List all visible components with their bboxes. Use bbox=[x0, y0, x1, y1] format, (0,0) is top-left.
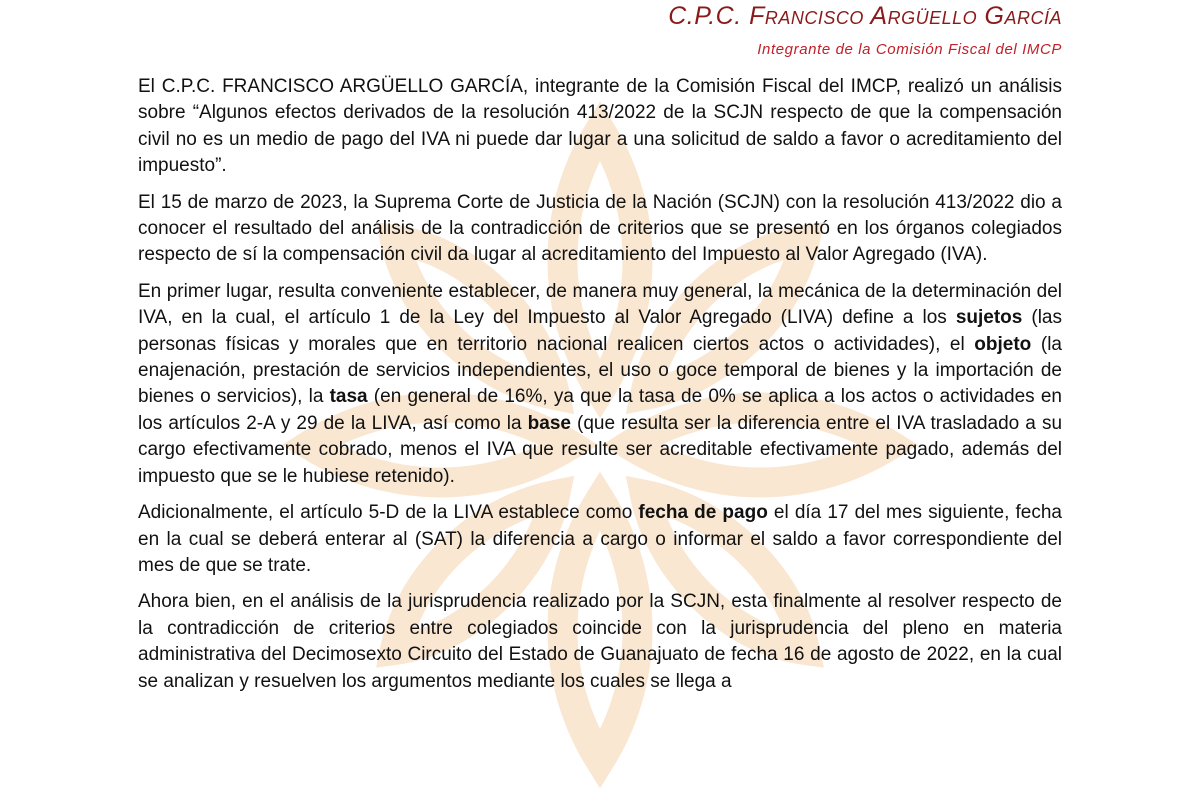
text-segment: Adicionalmente, el artículo 5-D de la LIVA establece como bbox=[138, 502, 639, 524]
paragraph-fecha-pago bbox=[138, 500, 1062, 579]
text-segment: (en general de 16%, ya que la tasa de 0% se aplica a los actos o actividades en los artículos 2-A y 29 de la LIVA, así como la bbox=[138, 386, 1062, 434]
bold-term-objeto: objeto bbox=[974, 333, 1032, 355]
paragraph-scjn-resolution: El 15 de marzo de 2023, la Suprema Corte de Justicia de la Nación (SCJN) con la resolución 413/2022 dio a conocer el resultado del análisis de la contradicción de criterios que se presentó en los órganos colegiados respecto de sí la compensación civil da lugar al acreditamiento del Impuesto al Valor Agregado (IVA). bbox=[138, 191, 1062, 266]
text-segment: En primer lugar, resulta conveniente establecer, de manera muy general, la mecánica de la determinación del IVA, en la cual, el artículo 1 de la Ley del Impuesto al Valor Agregado (LIVA) define a los bbox=[138, 280, 1062, 329]
paragraph-iva-mechanics bbox=[138, 279, 1062, 490]
bold-term-base: base bbox=[527, 412, 571, 434]
page-header bbox=[0, 0, 1200, 70]
bold-term-sujetos: sujetos bbox=[955, 307, 1023, 329]
author-role: Integrante de la Comisión Fiscal del IMCP bbox=[757, 41, 1062, 58]
paragraph-jurisprudencia: Ahora bien, en el análisis de la jurisprudencia realizado por la SCJN, esta finalmente al resolver respecto de la contradicción de criterios entre colegiados coincide con la jurisprudencia del pleno en materia administrativa del Decimosexto Circuito del Estado de Guanajuato de fecha 16 de agosto de 2022, en la cual se analizan y resuelven los argumentos mediante los cuales se llega a bbox=[138, 591, 1062, 692]
text-segment: el día 17 del mes siguiente, fecha en la cual se deberá enterar al (SAT) la diferencia a cargo o informar el saldo a favor correspondiente del mes de que se trate. bbox=[138, 502, 1062, 576]
bold-term-tasa: tasa bbox=[329, 386, 368, 408]
text-segment: (la enajenación, prestación de servicios independientes, el uso o goce temporal de bienes y la importación de bienes o servicios), la bbox=[138, 333, 1062, 408]
document-body bbox=[138, 74, 1062, 705]
bold-term-fecha-de-pago: fecha de pago bbox=[638, 502, 768, 524]
text-segment: (las personas físicas y morales que en territorio nacional realicen ciertos actos o actividades), el bbox=[138, 307, 1062, 355]
author-name: C.P.C. Francisco Argüello García bbox=[668, 2, 1062, 30]
paragraph-intro: El C.P.C. FRANCISCO ARGÜELLO GARCÍA, integrante de la Comisión Fiscal del IMCP, realizó un análisis sobre “Algunos efectos derivados de la resolución 413/2022 de la SCJN respecto de que la compensación civil no es un medio de pago del IVA ni puede dar lugar a una solicitud de saldo a favor o acreditamiento del impuesto”. bbox=[138, 76, 1062, 177]
text-segment: (que resulta ser la diferencia entre el IVA trasladado a su cargo efectivamente cobrado, menos el IVA que resulte ser acreditable efectivamente pagado, además del impuesto que se le hubiese retenido). bbox=[138, 412, 1063, 487]
